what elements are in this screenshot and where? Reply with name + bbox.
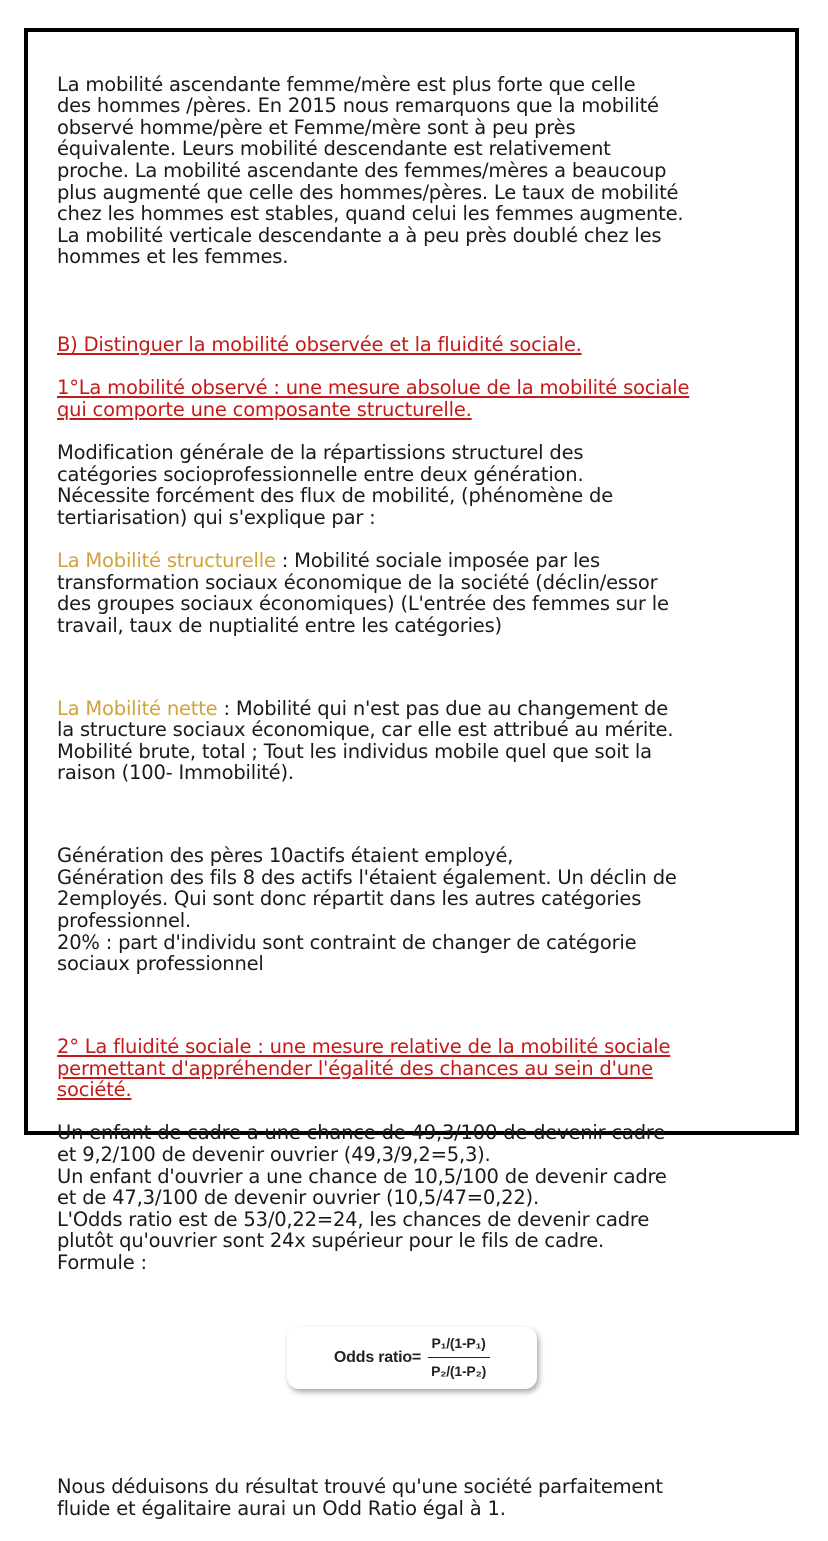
formula-numerator: P₁/(1-P₁) <box>428 1333 490 1359</box>
document-body <box>57 52 802 1541</box>
subsection-2-heading: 2° La fluidité sociale : une mesure relative de la mobilité sociale permettant d'appréhender l'égalité des chances au sein d'une société. <box>57 1034 671 1102</box>
nette-term: La Mobilité nette <box>57 696 218 720</box>
formula-label: Odds ratio= <box>333 1348 422 1366</box>
odds-ratio-formula <box>287 1327 537 1389</box>
nette-definition: : Mobilité qui n'est pas due au changement de la structure sociaux économique, car elle est attribué au mérite. Mobilité brute, total ; Tout les individus mobile quel que soit la raison (100- Immobilité). <box>57 696 674 785</box>
generation-paragraph: Génération des pères 10actifs étaient employé, Génération des fils 8 des actifs l'étaient également. Un déclin de 2employés. Qui sont donc répartit dans les autres catégories professionnel. 20% : part d'individu sont contraint de changer de catégorie sociaux professionnel <box>57 844 677 976</box>
structurelle-definition: : Mobilité sociale imposée par les transformation sociaux économique de la société (déclin/essor des groupes sociaux économiques) (L'entrée des femmes sur le travail, taux de nuptialité entre les catégories) <box>57 549 669 637</box>
intro-paragraph: La mobilité ascendante femme/mère est plus forte que celle des hommes /pères. En 2015 nous remarquons que la mobilité observé homme/père et Femme/mère sont à peu près équivalente. Leurs mobilité descendante est relativement proche. La mobilité ascendante des femmes/mères a beaucoup plus augmenté que celle des hommes/pères. Le taux de mobilité chez les hommes est stables, quand celui les femmes augmente. La mobilité verticale descendante a à peu près doublé chez les hommes et les femmes. <box>57 72 684 269</box>
formula-fraction <box>427 1333 490 1383</box>
formula-denominator: P₂/(1-P₂) <box>431 1363 487 1380</box>
structurelle-term: La Mobilité structurelle <box>57 549 276 573</box>
conclusion-paragraph: Nous déduisons du résultat trouvé qu'une société parfaitement fluide et égalitaire aurai un Odd Ratio égal à 1. <box>57 1475 663 1521</box>
subsection-1-heading: 1°La mobilité observé : une mesure absolue de la mobilité sociale qui comporte une composante structurelle. <box>57 376 690 421</box>
subsection-1-body: Modification générale de la répartissions structurel des catégories socioprofessionnelle entre deux génération. Nécessite forcément des flux de mobilité, (phénomène de tertiarisation) qui s'explique par : <box>57 441 614 529</box>
subsection-2-body: Un enfant de cadre a une chance de 49,3/100 de devenir cadre et 9,2/100 de devenir ouvrier (49,3/9,2=5,3). Un enfant d'ouvrier a une chance de 10,5/100 de devenir cadre et de 47,3/100 de devenir ouvrier (10,5/47=0,22). L'Odds ratio est de 53/0,22=24, les chances de devenir cadre plutôt qu'ouvrier sont 24x supérieur pour le fils de cadre. Formule : <box>57 1121 667 1274</box>
structurelle-paragraph <box>57 550 802 636</box>
section-b-heading: B) Distinguer la mobilité observée et la fluidité sociale. <box>57 333 582 357</box>
page-frame <box>24 28 799 1521</box>
nette-paragraph <box>57 698 802 784</box>
